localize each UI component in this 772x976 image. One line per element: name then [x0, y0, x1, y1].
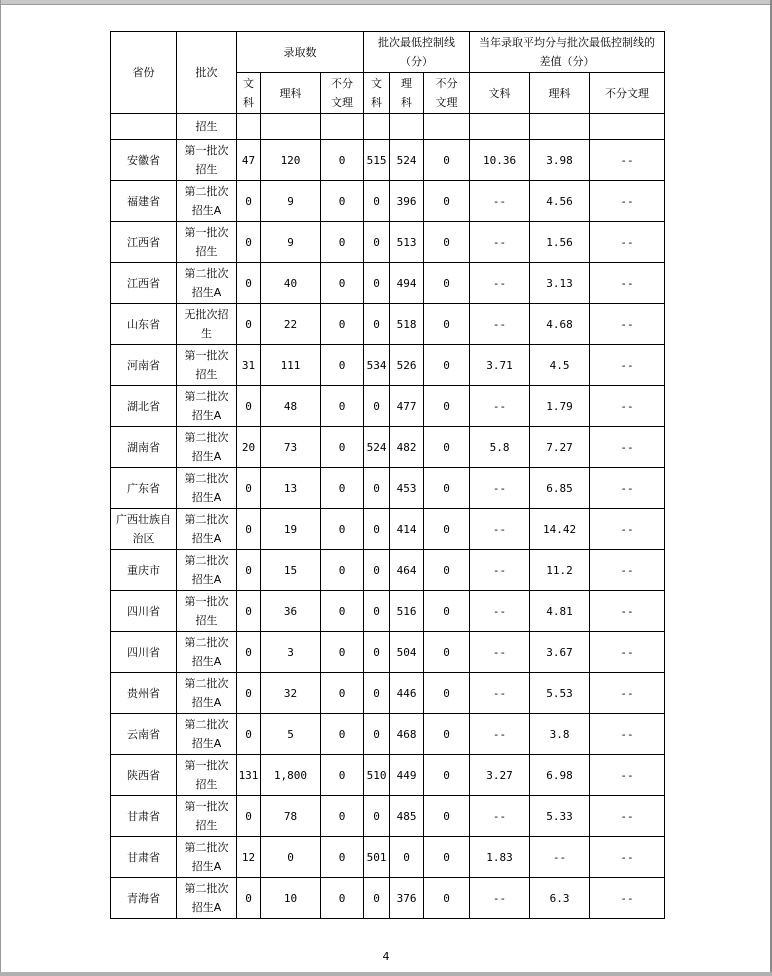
header-min-control-line-text: 批次最低控制线（分）: [378, 36, 456, 68]
cell-line-arts: 0: [364, 673, 390, 714]
cell-diff-arts: --: [470, 591, 530, 632]
cell-batch: 第二批次招生A: [177, 427, 237, 468]
cell-diff-unsplit: --: [590, 673, 665, 714]
cell-admission-unsplit: 0: [321, 263, 364, 304]
cell-line-science: 376: [390, 878, 424, 919]
cell-diff-science: --: [530, 837, 590, 878]
cell-diff-arts: --: [470, 632, 530, 673]
table-row: [111, 878, 665, 919]
cell-line-arts: 0: [364, 796, 390, 837]
cell-diff-arts: --: [470, 878, 530, 919]
cell-diff-arts: --: [470, 796, 530, 837]
cell-batch: 第一批次招生: [177, 140, 237, 181]
table-row: [111, 837, 665, 878]
cell-admission-science: 48: [261, 386, 321, 427]
cell-diff-unsplit: --: [590, 796, 665, 837]
cell-line-arts: 0: [364, 714, 390, 755]
cell-empty: [424, 114, 470, 140]
cell-admission-unsplit: 0: [321, 222, 364, 263]
cell-diff-science: 1.56: [530, 222, 590, 263]
cell-empty: [530, 114, 590, 140]
cell-province: 甘肃省: [111, 837, 177, 878]
cell-diff-science: 4.68: [530, 304, 590, 345]
cell-line-arts: 524: [364, 427, 390, 468]
cell-batch: 第二批次招生A: [177, 837, 237, 878]
cell-batch: 第二批次招生A: [177, 263, 237, 304]
cell-province: 重庆市: [111, 550, 177, 591]
cell-line-unsplit: 0: [424, 509, 470, 550]
cell-diff-arts: --: [470, 222, 530, 263]
cell-line-unsplit: 0: [424, 714, 470, 755]
table-row: [111, 386, 665, 427]
cell-province: 云南省: [111, 714, 177, 755]
cell-line-arts: 0: [364, 386, 390, 427]
cell-diff-unsplit: --: [590, 468, 665, 509]
cell-line-unsplit: 0: [424, 550, 470, 591]
cell-line-science: 524: [390, 140, 424, 181]
table-row: [111, 591, 665, 632]
cell-province: 青海省: [111, 878, 177, 919]
page-top-border-line: [0, 4, 772, 5]
cell-line-unsplit: 0: [424, 837, 470, 878]
cell-admission-science: 0: [261, 837, 321, 878]
table-row: [111, 263, 665, 304]
cell-admission-unsplit: 0: [321, 878, 364, 919]
cell-diff-unsplit: --: [590, 386, 665, 427]
cell-diff-science: 5.53: [530, 673, 590, 714]
cell-batch: 无批次招生: [177, 304, 237, 345]
table-row: [111, 714, 665, 755]
cell-line-arts: 0: [364, 263, 390, 304]
cell-diff-arts: --: [470, 714, 530, 755]
header-score-diff: [470, 32, 665, 73]
cell-empty: [237, 114, 261, 140]
table-row: [111, 427, 665, 468]
table-row: [111, 673, 665, 714]
cell-line-science: 414: [390, 509, 424, 550]
cell-batch: 第二批次招生A: [177, 509, 237, 550]
subheader-admission-arts-text: 文科: [243, 77, 254, 109]
cell-line-arts: 0: [364, 632, 390, 673]
cell-admission-unsplit: 0: [321, 468, 364, 509]
cell-diff-arts: 3.27: [470, 755, 530, 796]
cell-line-science: 396: [390, 181, 424, 222]
cell-diff-science: 7.27: [530, 427, 590, 468]
cell-admission-arts: 0: [237, 386, 261, 427]
cell-empty: [364, 114, 390, 140]
header-admission-count: 录取数: [237, 32, 364, 73]
cell-admission-science: 22: [261, 304, 321, 345]
cell-batch: 第一批次招生: [177, 345, 237, 386]
cell-admission-science: 13: [261, 468, 321, 509]
cell-line-unsplit: 0: [424, 386, 470, 427]
cell-admission-unsplit: 0: [321, 837, 364, 878]
cell-admission-science: 5: [261, 714, 321, 755]
cell-diff-arts: 5.8: [470, 427, 530, 468]
cell-admission-science: 32: [261, 673, 321, 714]
subheader-diff-unsplit: 不分文理: [590, 73, 665, 114]
cell-line-arts: 0: [364, 222, 390, 263]
cell-diff-arts: --: [470, 386, 530, 427]
cell-line-arts: 0: [364, 304, 390, 345]
cell-diff-unsplit: --: [590, 632, 665, 673]
cell-diff-arts: --: [470, 468, 530, 509]
cell-diff-unsplit: --: [590, 755, 665, 796]
cell-admission-unsplit: 0: [321, 714, 364, 755]
cell-admission-unsplit: 0: [321, 796, 364, 837]
cell-line-science: 453: [390, 468, 424, 509]
cell-diff-unsplit: --: [590, 427, 665, 468]
cell-line-unsplit: 0: [424, 468, 470, 509]
cell-line-unsplit: 0: [424, 755, 470, 796]
table-row-continued: [111, 114, 665, 140]
cell-diff-science: 1.79: [530, 386, 590, 427]
header-batch: 批次: [177, 32, 237, 114]
subheader-line-arts-text: 文科: [371, 77, 383, 109]
cell-diff-unsplit: --: [590, 304, 665, 345]
cell-diff-science: 11.2: [530, 550, 590, 591]
cell-line-science: 516: [390, 591, 424, 632]
cell-admission-unsplit: 0: [321, 755, 364, 796]
cell-diff-unsplit: --: [590, 181, 665, 222]
subheader-admission-science: 理科: [261, 73, 321, 114]
cell-diff-arts: --: [470, 509, 530, 550]
table-row: [111, 796, 665, 837]
cell-province: 福建省: [111, 181, 177, 222]
cell-line-science: 449: [390, 755, 424, 796]
cell-admission-arts: 0: [237, 673, 261, 714]
cell-batch: 第二批次招生A: [177, 386, 237, 427]
cell-line-arts: 0: [364, 591, 390, 632]
cell-batch: 第二批次招生A: [177, 468, 237, 509]
cell-empty: [321, 114, 364, 140]
cell-province: 湖南省: [111, 427, 177, 468]
cell-batch: 第二批次招生A: [177, 714, 237, 755]
cell-admission-unsplit: 0: [321, 591, 364, 632]
cell-admission-science: 19: [261, 509, 321, 550]
cell-batch: 第二批次招生A: [177, 673, 237, 714]
cell-line-arts: 510: [364, 755, 390, 796]
cell-line-unsplit: 0: [424, 878, 470, 919]
table-row: [111, 509, 665, 550]
cell-province: 甘肃省: [111, 796, 177, 837]
cell-line-arts: 0: [364, 509, 390, 550]
cell-admission-arts: 0: [237, 222, 261, 263]
cell-admission-science: 111: [261, 345, 321, 386]
cell-admission-unsplit: 0: [321, 140, 364, 181]
table-row: [111, 181, 665, 222]
cell-line-unsplit: 0: [424, 140, 470, 181]
cell-line-science: 0: [390, 837, 424, 878]
cell-line-unsplit: 0: [424, 181, 470, 222]
cell-line-unsplit: 0: [424, 427, 470, 468]
cell-line-unsplit: 0: [424, 345, 470, 386]
cell-diff-arts: --: [470, 263, 530, 304]
cell-admission-arts: 12: [237, 837, 261, 878]
cell-diff-science: 3.67: [530, 632, 590, 673]
cell-admission-unsplit: 0: [321, 427, 364, 468]
cell-line-science: 518: [390, 304, 424, 345]
cell-line-unsplit: 0: [424, 304, 470, 345]
cell-province: 四川省: [111, 632, 177, 673]
cell-admission-arts: 131: [237, 755, 261, 796]
cell-empty: [390, 114, 424, 140]
cell-province: [111, 114, 177, 140]
cell-diff-arts: 10.36: [470, 140, 530, 181]
cell-province: 江西省: [111, 263, 177, 304]
cell-diff-science: 4.81: [530, 591, 590, 632]
cell-diff-unsplit: --: [590, 550, 665, 591]
cell-admission-science: 9: [261, 181, 321, 222]
cell-empty: [470, 114, 530, 140]
cell-line-science: 494: [390, 263, 424, 304]
cell-province: 安徽省: [111, 140, 177, 181]
cell-admission-arts: 0: [237, 796, 261, 837]
subheader-admission-unsplit: [321, 73, 364, 114]
cell-admission-unsplit: 0: [321, 509, 364, 550]
cell-admission-science: 10: [261, 878, 321, 919]
cell-line-science: 464: [390, 550, 424, 591]
cell-batch: 第一批次招生: [177, 796, 237, 837]
cell-batch: 第二批次招生A: [177, 181, 237, 222]
cell-diff-science: 3.13: [530, 263, 590, 304]
cell-admission-arts: 0: [237, 263, 261, 304]
table-row: [111, 140, 665, 181]
cell-diff-arts: --: [470, 304, 530, 345]
header-score-diff-text: 当年录取平均分与批次最低控制线的差值（分）: [479, 36, 656, 68]
cell-line-unsplit: 0: [424, 263, 470, 304]
cell-admission-science: 9: [261, 222, 321, 263]
page-bottom-border: [0, 972, 772, 976]
cell-province: 广东省: [111, 468, 177, 509]
subheader-diff-arts: 文科: [470, 73, 530, 114]
table-row: [111, 345, 665, 386]
cell-line-science: 468: [390, 714, 424, 755]
cell-province: 湖北省: [111, 386, 177, 427]
page-number: 4: [382, 950, 390, 963]
cell-line-science: 504: [390, 632, 424, 673]
cell-admission-unsplit: 0: [321, 304, 364, 345]
cell-diff-unsplit: --: [590, 345, 665, 386]
cell-diff-unsplit: --: [590, 837, 665, 878]
cell-admission-arts: 0: [237, 181, 261, 222]
cell-admission-unsplit: 0: [321, 181, 364, 222]
cell-line-science: 485: [390, 796, 424, 837]
cell-admission-science: 120: [261, 140, 321, 181]
cell-diff-arts: --: [470, 673, 530, 714]
subheader-admission-unsplit-text: 不分文理: [331, 77, 353, 109]
cell-line-unsplit: 0: [424, 632, 470, 673]
cell-line-arts: 0: [364, 878, 390, 919]
cell-admission-science: 1,800: [261, 755, 321, 796]
cell-admission-arts: 20: [237, 427, 261, 468]
subheader-diff-science: 理科: [530, 73, 590, 114]
cell-diff-unsplit: --: [590, 263, 665, 304]
cell-diff-science: 5.33: [530, 796, 590, 837]
cell-batch: 第二批次招生A: [177, 878, 237, 919]
header-province: 省份: [111, 32, 177, 114]
cell-line-science: 477: [390, 386, 424, 427]
cell-province: 四川省: [111, 591, 177, 632]
cell-diff-unsplit: --: [590, 878, 665, 919]
cell-diff-unsplit: --: [590, 591, 665, 632]
cell-admission-arts: 0: [237, 509, 261, 550]
cell-province: 山东省: [111, 304, 177, 345]
subheader-line-science: [390, 73, 424, 114]
cell-line-arts: 0: [364, 181, 390, 222]
cell-line-arts: 534: [364, 345, 390, 386]
cell-admission-arts: 0: [237, 591, 261, 632]
subheader-line-unsplit: [424, 73, 470, 114]
cell-diff-arts: 3.71: [470, 345, 530, 386]
table-row: [111, 632, 665, 673]
cell-line-science: 513: [390, 222, 424, 263]
cell-batch: 第一批次招生: [177, 591, 237, 632]
cell-batch: 第一批次招生: [177, 755, 237, 796]
table-row: [111, 222, 665, 263]
cell-admission-unsplit: 0: [321, 345, 364, 386]
cell-province: 贵州省: [111, 673, 177, 714]
cell-empty: [261, 114, 321, 140]
cell-batch: 第二批次招生A: [177, 550, 237, 591]
cell-batch: 第一批次招生: [177, 222, 237, 263]
cell-admission-arts: 0: [237, 878, 261, 919]
cell-admission-arts: 0: [237, 468, 261, 509]
cell-diff-unsplit: --: [590, 222, 665, 263]
cell-empty: [590, 114, 665, 140]
cell-line-science: 482: [390, 427, 424, 468]
cell-diff-science: 4.56: [530, 181, 590, 222]
cell-diff-unsplit: --: [590, 509, 665, 550]
cell-line-arts: 501: [364, 837, 390, 878]
cell-admission-science: 73: [261, 427, 321, 468]
cell-diff-science: 6.98: [530, 755, 590, 796]
cell-diff-science: 6.3: [530, 878, 590, 919]
cell-province: 河南省: [111, 345, 177, 386]
cell-admission-science: 15: [261, 550, 321, 591]
cell-admission-arts: 47: [237, 140, 261, 181]
cell-batch: 招生: [177, 114, 237, 140]
page-left-border: [0, 0, 1, 976]
cell-diff-unsplit: --: [590, 140, 665, 181]
cell-line-unsplit: 0: [424, 222, 470, 263]
cell-line-arts: 0: [364, 550, 390, 591]
cell-diff-science: 6.85: [530, 468, 590, 509]
cell-diff-arts: 1.83: [470, 837, 530, 878]
table-row: [111, 550, 665, 591]
cell-province: 陕西省: [111, 755, 177, 796]
cell-admission-arts: 0: [237, 714, 261, 755]
cell-admission-arts: 0: [237, 632, 261, 673]
cell-diff-science: 3.8: [530, 714, 590, 755]
cell-admission-science: 36: [261, 591, 321, 632]
cell-line-arts: 515: [364, 140, 390, 181]
cell-admission-arts: 31: [237, 345, 261, 386]
table-row: [111, 755, 665, 796]
cell-line-unsplit: 0: [424, 673, 470, 714]
cell-diff-science: 14.42: [530, 509, 590, 550]
cell-line-unsplit: 0: [424, 591, 470, 632]
header-min-control-line: [364, 32, 470, 73]
cell-diff-science: 4.5: [530, 345, 590, 386]
cell-admission-unsplit: 0: [321, 632, 364, 673]
subheader-admission-arts: [237, 73, 261, 114]
cell-admission-science: 40: [261, 263, 321, 304]
cell-diff-arts: --: [470, 181, 530, 222]
cell-admission-unsplit: 0: [321, 673, 364, 714]
cell-admission-unsplit: 0: [321, 386, 364, 427]
table-row: [111, 304, 665, 345]
cell-admission-arts: 0: [237, 550, 261, 591]
cell-line-arts: 0: [364, 468, 390, 509]
cell-diff-unsplit: --: [590, 714, 665, 755]
cell-admission-unsplit: 0: [321, 550, 364, 591]
subheader-line-arts: [364, 73, 390, 114]
cell-diff-science: 3.98: [530, 140, 590, 181]
subheader-line-unsplit-text: 不分文理: [435, 77, 458, 109]
cell-line-science: 526: [390, 345, 424, 386]
cell-diff-arts: --: [470, 550, 530, 591]
cell-province: 江西省: [111, 222, 177, 263]
cell-admission-science: 3: [261, 632, 321, 673]
cell-admission-arts: 0: [237, 304, 261, 345]
cell-admission-science: 78: [261, 796, 321, 837]
cell-batch: 第二批次招生A: [177, 632, 237, 673]
admission-table: [110, 31, 665, 919]
subheader-line-science-text: 理科: [401, 77, 413, 109]
cell-line-unsplit: 0: [424, 796, 470, 837]
cell-line-science: 446: [390, 673, 424, 714]
cell-province: 广西壮族自治区: [111, 509, 177, 550]
table-row: [111, 468, 665, 509]
